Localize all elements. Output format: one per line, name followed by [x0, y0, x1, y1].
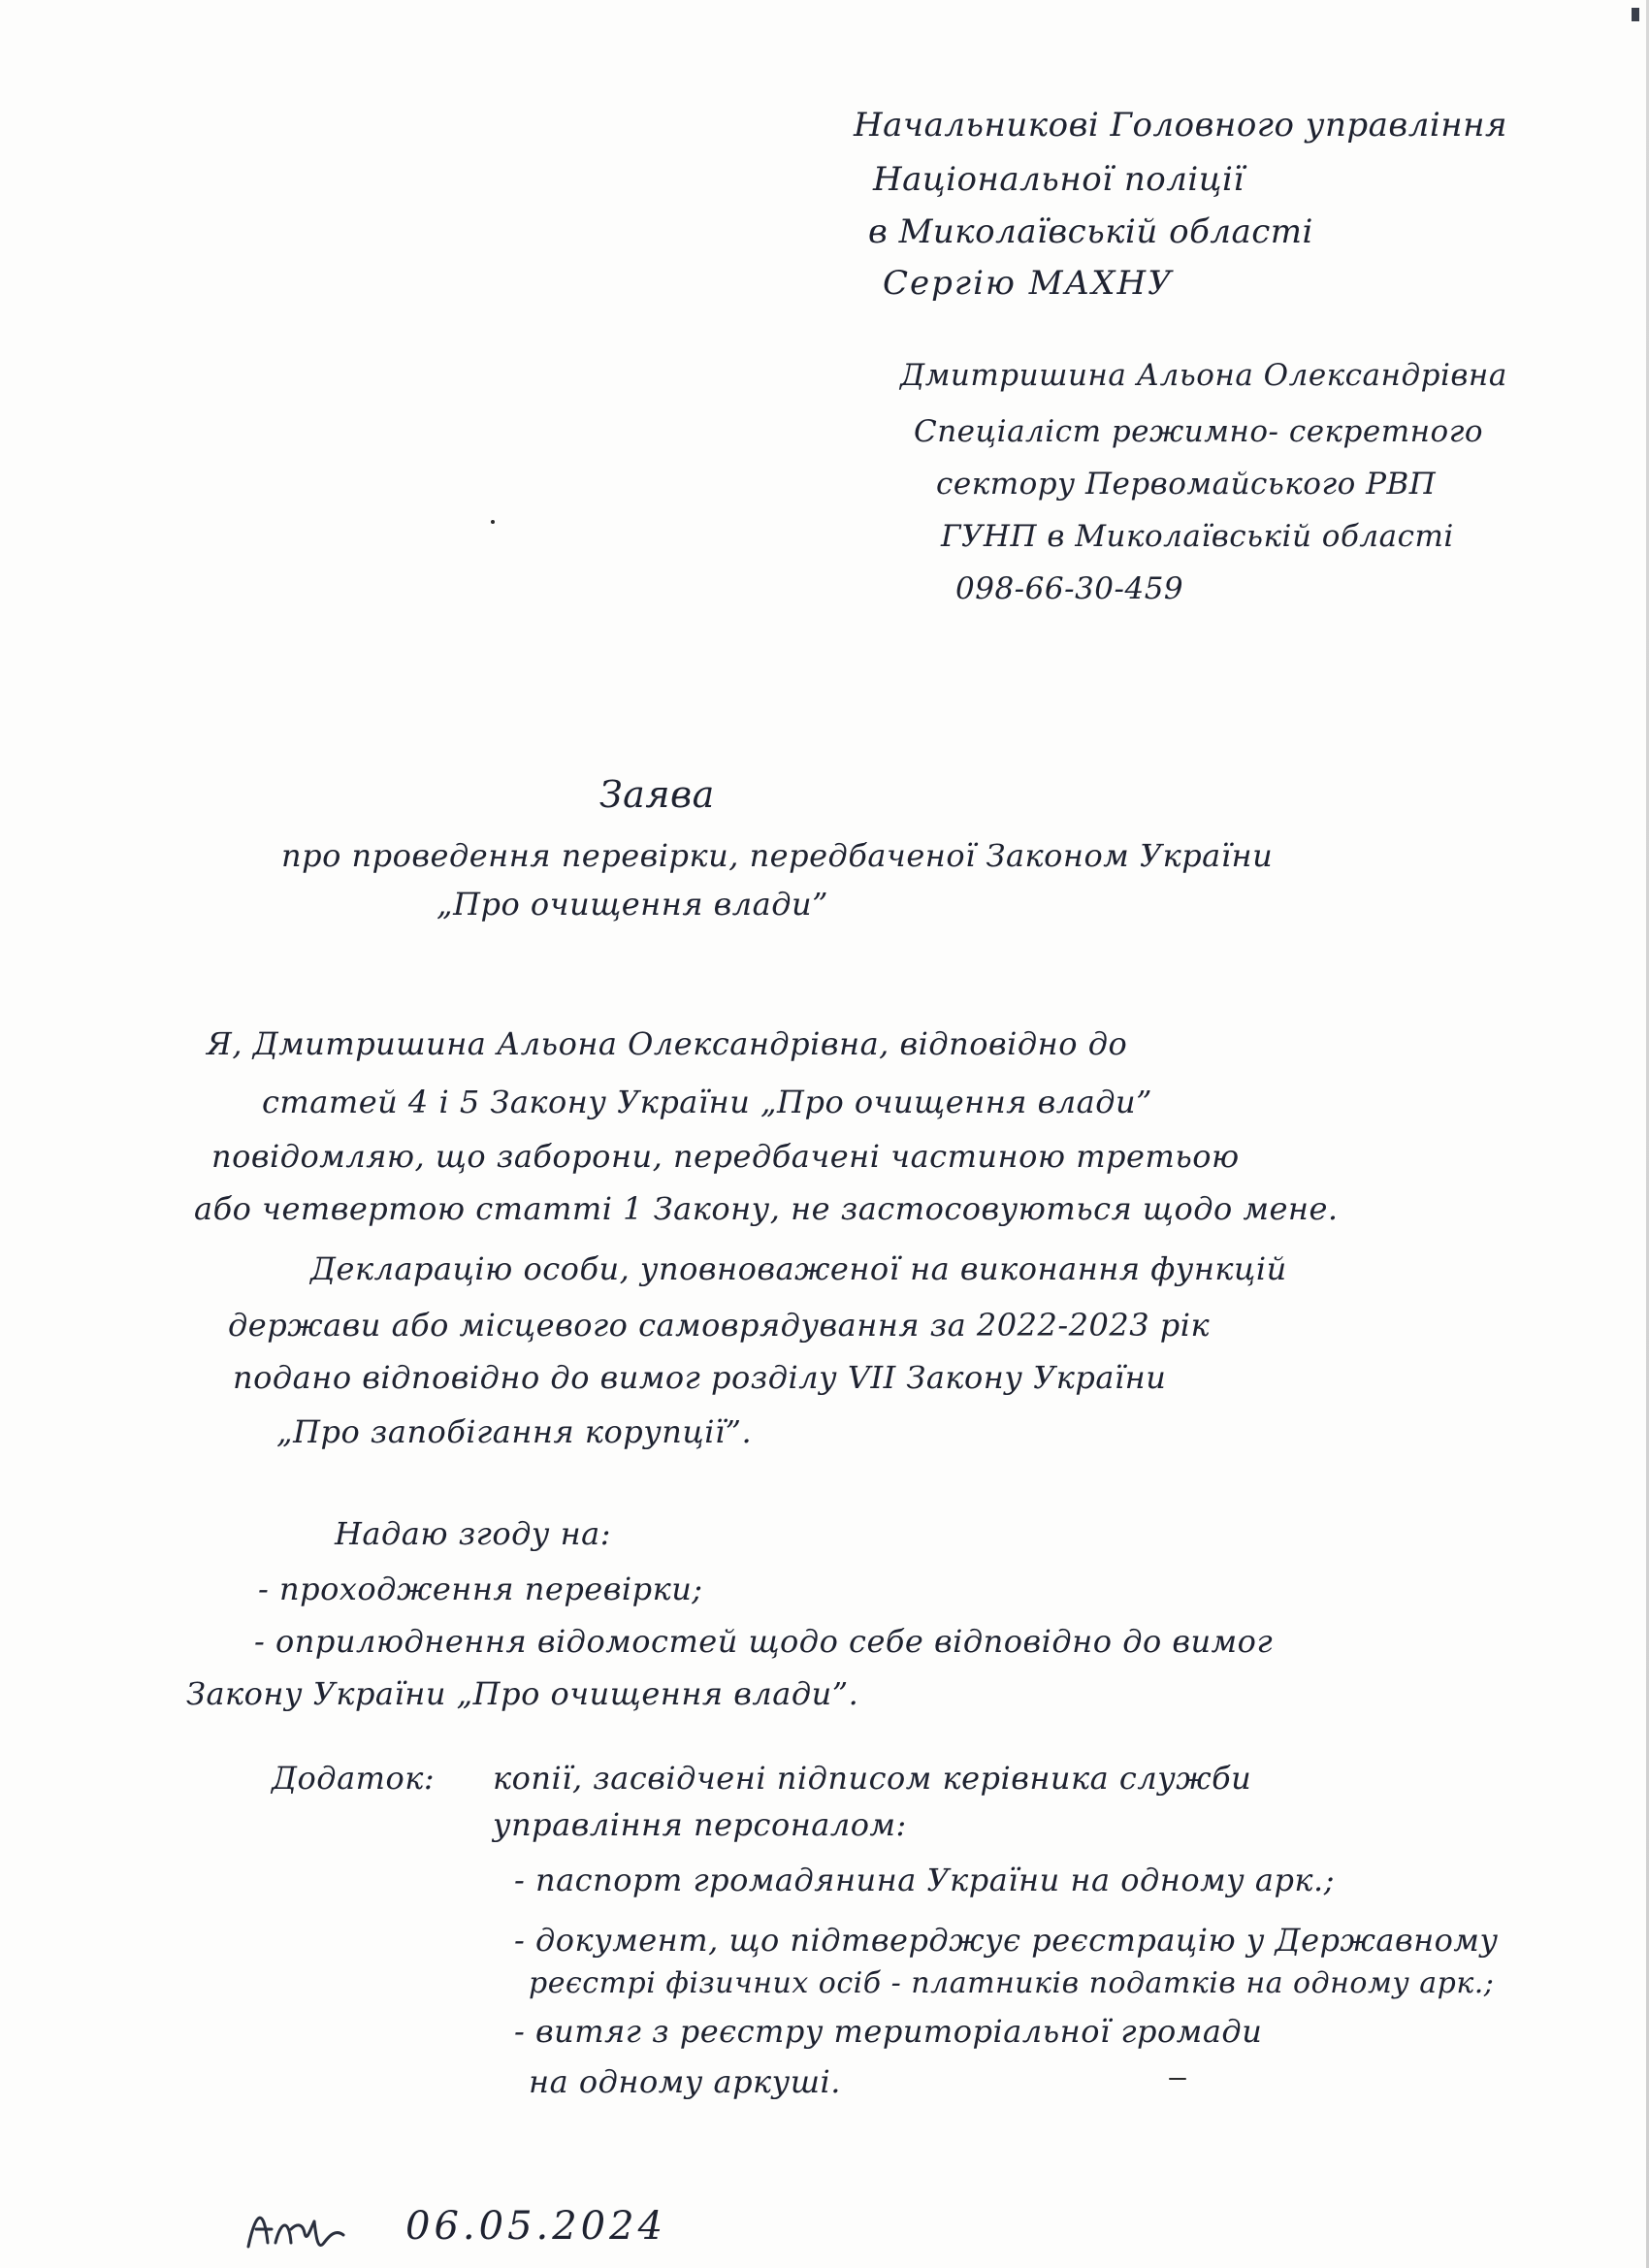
paragraph1-line-1: Я, Дмитришина Альона Олександрівна, відповідно до [207, 1025, 1128, 1062]
addressee-line-1: Начальникові Головного управління [854, 106, 1508, 145]
paragraph1-line-4: або четвертою статті 1 Закону, не застосовуються щодо мене. [194, 1190, 1339, 1227]
attachment-item-2-cont: реєстрі фізичних осіб - платників податків на одному арк.; [529, 1966, 1495, 2000]
attachment-line-1: копії, засвідчені підписом керівника служби [493, 1760, 1252, 1797]
attachment-item-3-cont: на одному аркуші. [529, 2063, 841, 2100]
attachment-label: Додаток: [272, 1760, 436, 1797]
paragraph2-line-2: держави або місцевого самоврядування за 2022-2023 рік [228, 1307, 1211, 1344]
paragraph2-line-3: подано відповідно до вимог розділу VII Закону України [233, 1359, 1167, 1396]
corner-mark [1630, 6, 1643, 25]
paragraph2-line-4: „Про запобігання корупції”. [276, 1413, 753, 1450]
title-subline-1: про проведення перевірки, передбаченої Законом України [281, 837, 1274, 874]
applicant-phone: 098-66-30-459 [955, 571, 1184, 606]
scan-speck [491, 520, 495, 524]
consent-item-1: - проходження перевірки; [258, 1571, 703, 1607]
scan-speck [1169, 2078, 1186, 2080]
paragraph1-line-3: повідомляю, що заборони, передбачені частиною третьою [211, 1138, 1240, 1175]
applicant-position-1: Спеціаліст режимно- секретного [914, 414, 1484, 449]
consent-item-2-cont: Закону України „Про очищення влади”. [186, 1675, 859, 1712]
addressee-line-3: в Миколаївській області [868, 212, 1313, 251]
document-title: Заява [599, 773, 715, 816]
attachment-item-3: - витяг з реєстру територіальної громади [514, 2013, 1263, 2050]
handwritten-signature [242, 2200, 359, 2258]
addressee-line-4: Сергію МАХНУ [883, 264, 1174, 303]
paragraph2-line-1: Декларацію особи, уповноваженої на виконання функцій [310, 1250, 1287, 1287]
attachment-item-2: - документ, що підтверджує реєстрацію у Державному [514, 1922, 1499, 1959]
applicant-name: Дмитришина Альона Олександрівна [900, 358, 1507, 393]
document-date: 06.05.2024 [405, 2204, 667, 2249]
applicant-position-3: ГУНП в Миколаївській області [941, 519, 1454, 554]
consent-item-2: - оприлюднення відомостей щодо себе відповідно до вимог [254, 1623, 1274, 1660]
paragraph1-line-2: статей 4 і 5 Закону України „Про очищення влади” [262, 1084, 1152, 1120]
attachment-line-2: управління персоналом: [493, 1806, 907, 1843]
title-subline-2: „Про очищення влади” [436, 886, 828, 923]
applicant-position-2: сектору Первомайського РВП [936, 467, 1437, 502]
addressee-line-2: Національної поліції [873, 160, 1245, 199]
attachment-item-1: - паспорт громадянина України на одному арк.; [514, 1862, 1335, 1898]
consent-intro: Надаю згоду на: [335, 1515, 612, 1552]
